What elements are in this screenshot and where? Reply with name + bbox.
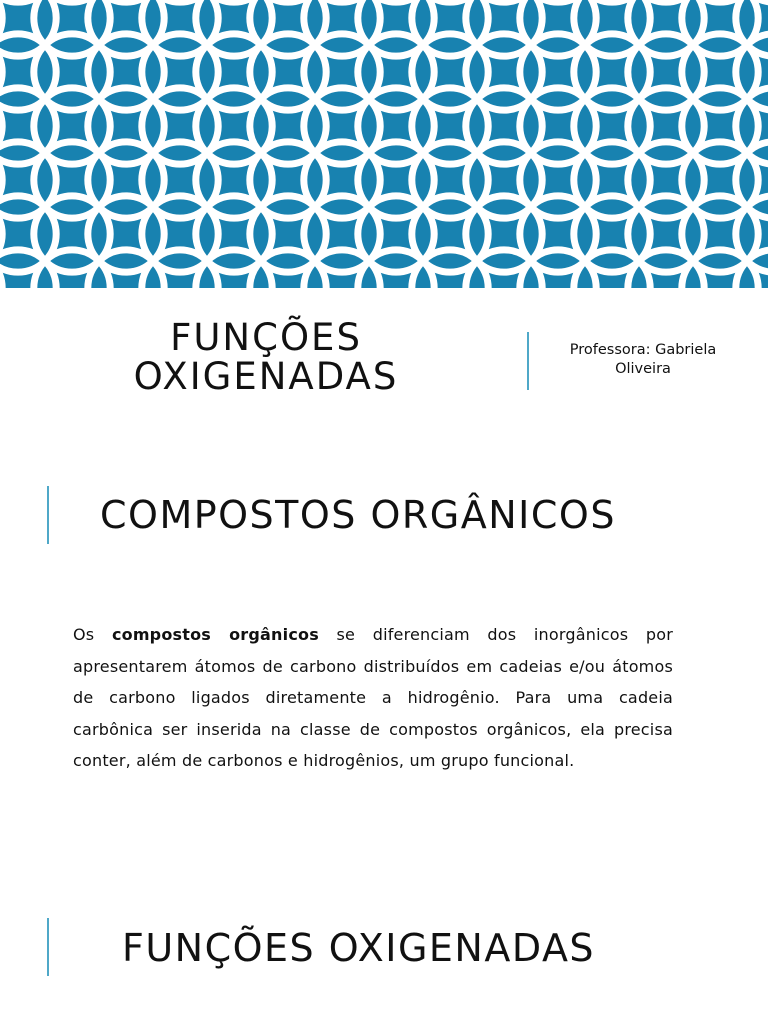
- paragraph-bold-term: compostos orgânicos: [111, 625, 319, 644]
- section-1-accent-bar: [47, 486, 49, 544]
- paragraph-rest: se diferenciam dos inorgânicos por apresentarem átomos de carbono distribuídos em cadeias e/ou átomos de carbono ligados diretamente a hidrogênio. Para uma cadeia carbônica ser inserida na classe de compostos orgânicos, ela precisa conter, além de carbonos e hidrogênios, um grupo funcional.: [73, 625, 673, 770]
- author-line-1: Professora: Gabriela: [569, 342, 717, 358]
- author-line-2: Oliveira: [615, 361, 671, 377]
- circle-pattern-graphic: [0, 0, 768, 288]
- body-paragraph: [73, 619, 673, 777]
- section-1-heading: COMPOSTOS ORGÂNICOS: [100, 493, 616, 537]
- section-2-heading: FUNÇÕES OXIGENADAS: [122, 926, 596, 970]
- author-credit: [556, 341, 730, 379]
- section-2-accent-bar: [47, 918, 49, 976]
- presentation-title: [100, 318, 432, 396]
- title-line-1: FUNÇÕES: [170, 316, 362, 359]
- title-divider: [527, 332, 529, 390]
- paragraph-lead: Os: [73, 625, 112, 644]
- pattern-banner: [0, 0, 768, 288]
- title-line-2: OXIGENADAS: [133, 355, 399, 398]
